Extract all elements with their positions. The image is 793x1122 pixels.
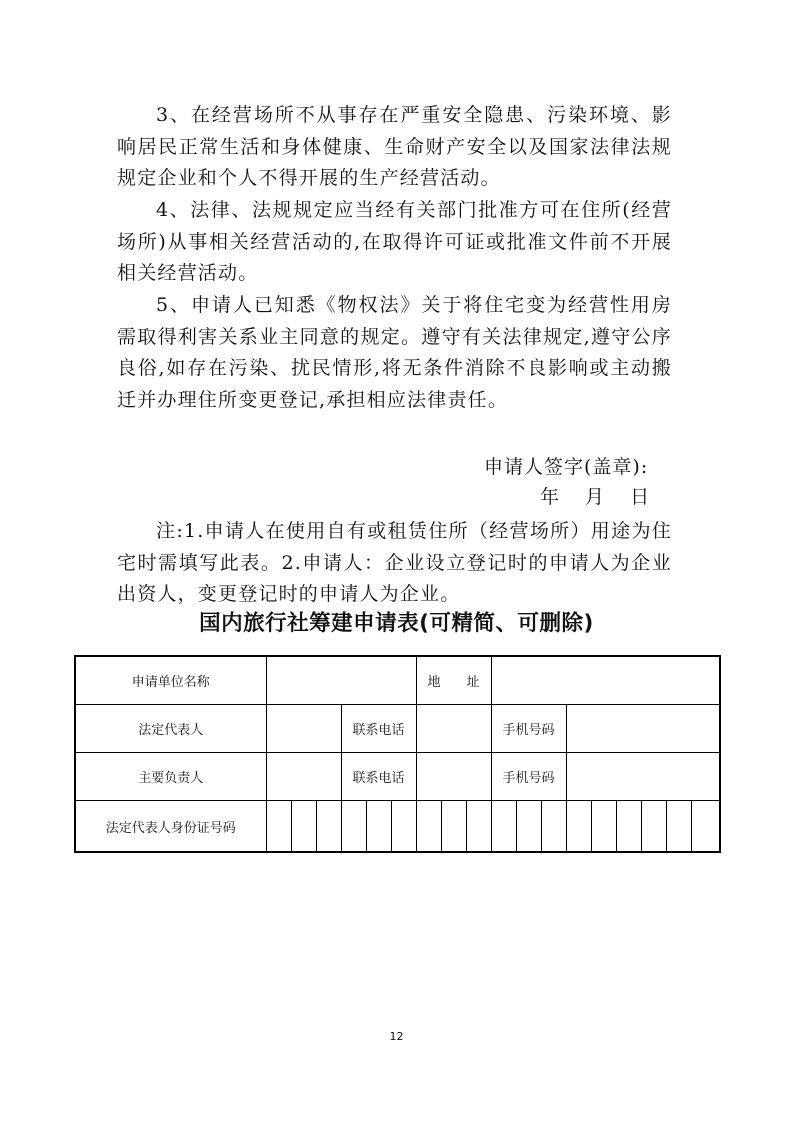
form-title: 国内旅行社筹建申请表(可精简、可删除) (199, 611, 594, 636)
table-row (75, 753, 720, 801)
legal-rep-mobile-label: 手机号码 (491, 705, 566, 753)
legal-rep-phone-field[interactable] (416, 705, 491, 753)
applicant-unit-field[interactable] (266, 656, 416, 705)
page-number: 12 (389, 1030, 404, 1043)
paragraph-item-4: 4、法律、法规规定应当经有关部门批准方可在住所(经营场所)从事相关经营活动的,在取得许可证或批准文件前不开展相关经营活动。 (117, 199, 672, 284)
id-digit-cell[interactable] (466, 801, 491, 853)
principal-mobile-label: 手机号码 (491, 753, 566, 801)
id-digit-cell[interactable] (341, 801, 366, 853)
principal-phone-field[interactable] (416, 753, 491, 801)
legal-rep-phone-label: 联系电话 (341, 705, 416, 753)
address-label: 地 址 (416, 656, 491, 705)
application-table (74, 655, 721, 853)
principal-field[interactable] (266, 753, 341, 801)
id-digit-cell[interactable] (616, 801, 641, 853)
id-digit-cell[interactable] (541, 801, 566, 853)
id-digit-cell[interactable] (516, 801, 541, 853)
principal-phone-label: 联系电话 (341, 753, 416, 801)
address-field[interactable] (491, 656, 720, 705)
id-digit-cell[interactable] (291, 801, 316, 853)
legal-rep-mobile-field[interactable] (566, 705, 720, 753)
signature-label: 申请人签字(盖章): (484, 456, 649, 478)
principal-mobile-field[interactable] (566, 753, 720, 801)
paragraph-item-5: 5、申请人已知悉《物权法》关于将住宅变为经营性用房需取得利害关系业主同意的规定。遵守有关法律规定,遵守公序良俗,如存在污染、扰民情形,将无条件消除不良影响或主动搬迁并办理住所变更登记,承担相应法律责任。 (117, 294, 672, 411)
id-digit-cell[interactable] (316, 801, 341, 853)
table-row (75, 656, 720, 705)
id-digit-cell[interactable] (416, 801, 441, 853)
signature-date: 年 月 日 (540, 486, 651, 508)
id-digit-cell[interactable] (691, 801, 720, 853)
principal-label: 主要负责人 (75, 753, 266, 801)
legal-rep-field[interactable] (266, 705, 341, 753)
id-digit-cell[interactable] (641, 801, 666, 853)
note-text: 注:1.申请人在使用自有或租赁住所（经营场所）用途为住宅时需填写此表。2.申请人：企业设立登记时的申请人为企业出资人，变更登记时的申请人为企业。 (117, 520, 672, 605)
id-number-label: 法定代表人身份证号码 (75, 801, 266, 853)
id-digit-cell[interactable] (366, 801, 391, 853)
table-row (75, 801, 720, 853)
table-row (75, 705, 720, 753)
id-digit-cell[interactable] (266, 801, 291, 853)
id-digit-cell[interactable] (591, 801, 616, 853)
id-digit-cell[interactable] (491, 801, 516, 853)
id-digit-cell[interactable] (441, 801, 466, 853)
legal-rep-label: 法定代表人 (75, 705, 266, 753)
id-digit-cell[interactable] (666, 801, 691, 853)
id-digit-cell[interactable] (391, 801, 416, 853)
paragraph-item-3: 3、在经营场所不从事存在严重安全隐患、污染环境、影响居民正常生活和身体健康、生命财产安全以及国家法律法规规定企业和个人不得开展的生产经营活动。 (117, 104, 672, 189)
id-digit-cell[interactable] (566, 801, 591, 853)
applicant-unit-label: 申请单位名称 (75, 656, 266, 705)
